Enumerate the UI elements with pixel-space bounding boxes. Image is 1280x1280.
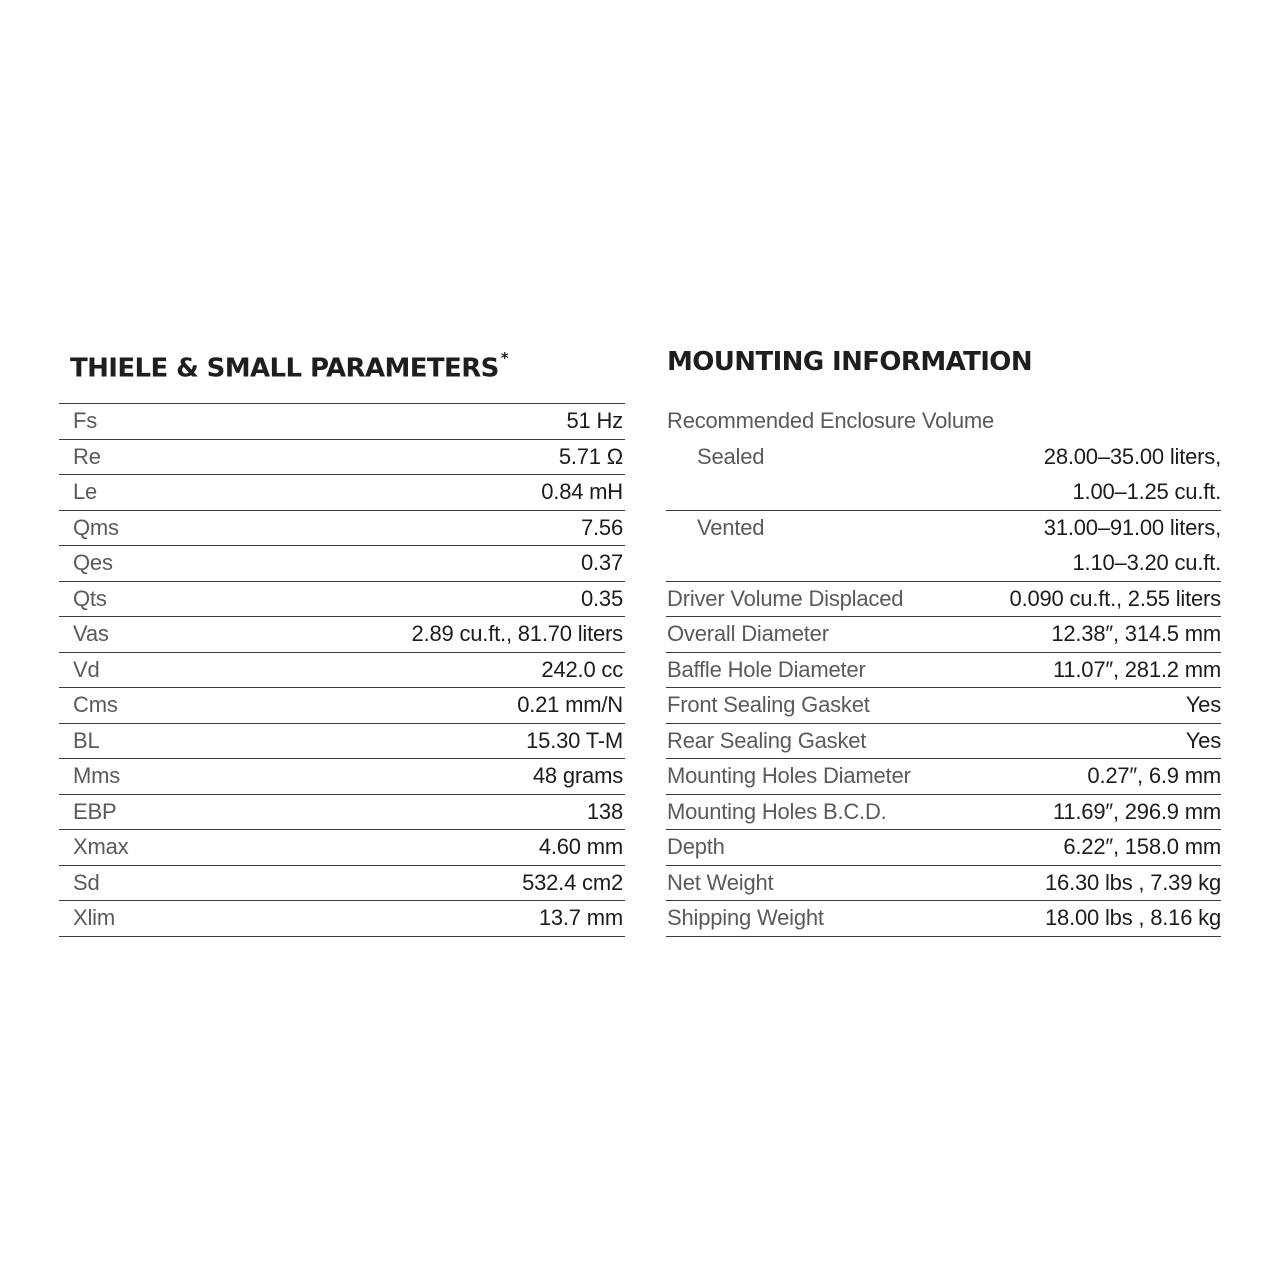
row-label: Xmax [73,834,129,860]
vented-label: Vented [697,514,765,540]
table-row [59,866,625,902]
sealed-cuft-row [666,475,1221,511]
table-row [59,617,625,653]
row-value: 532.4 cm2 [522,869,623,895]
row-label: Qes [73,550,113,576]
footnote-asterisk: * [500,349,509,367]
table-row [59,653,625,689]
sealed-label: Sealed [697,443,765,469]
row-label: Cms [73,692,118,718]
table-row [59,404,625,440]
table-row [59,724,625,760]
row-label: Baffle Hole Diameter [667,656,866,682]
table-row [59,475,625,511]
row-value: 7.56 [580,514,623,540]
row-value: 6.22″, 158.0 mm [1063,834,1221,860]
thiele-small-title: THIELE & SMALL PARAMETERS [70,353,499,384]
table-row [59,546,625,582]
row-value: 0.27″, 6.9 mm [1087,763,1221,789]
table-row [59,759,625,795]
table-row [666,617,1221,653]
row-value: 51 Hz [566,408,623,434]
row-value: 0.84 mH [541,479,623,505]
vented-cuft-row [666,546,1221,582]
row-label: Overall Diameter [667,621,829,647]
row-label: Mounting Holes Diameter [667,763,911,789]
row-label: Xlim [73,905,115,931]
vented-liters-value: 31.00–91.00 liters, [1043,514,1221,540]
row-value: 16.30 lbs , 7.39 kg [1045,869,1221,895]
row-label: Mounting Holes B.C.D. [667,798,887,824]
table-row [666,724,1221,760]
row-label: Qms [73,514,119,540]
row-label: Sd [73,869,100,895]
row-label: Vd [73,656,100,682]
vented-row [666,511,1221,547]
row-label: BL [73,727,100,753]
parameters-list [59,403,625,937]
table-row [666,866,1221,902]
row-value: 242.0 cc [541,656,623,682]
table-row [666,653,1221,689]
row-label: Mms [73,763,121,789]
mounting-information-heading [666,340,1221,388]
vented-cuft-value: 1.10–3.20 cu.ft. [1072,550,1221,576]
row-label: Qts [73,585,107,611]
row-value: Yes [1185,692,1221,718]
thiele-small-parameters-table [59,340,625,937]
thiele-small-heading [59,340,625,388]
table-row [666,830,1221,866]
row-value: 18.00 lbs , 8.16 kg [1045,905,1221,931]
row-label: Le [73,479,98,505]
row-label: Net Weight [667,869,774,895]
row-label: Re [73,443,101,469]
row-value: 11.07″, 281.2 mm [1052,656,1221,682]
row-value: 2.89 cu.ft., 81.70 liters [411,621,623,647]
row-value: 13.7 mm [538,905,623,931]
table-row [59,795,625,831]
mounting-list [666,403,1221,937]
row-label: Fs [73,408,98,434]
row-label: Rear Sealing Gasket [667,727,867,753]
mounting-information-title: MOUNTING INFORMATION [667,347,1032,377]
row-label: Depth [667,834,725,860]
row-value: 12.38″, 314.5 mm [1051,621,1221,647]
row-value: 138 [586,798,623,824]
table-row [59,901,625,937]
row-value: 5.71 Ω [558,443,623,469]
sealed-row [666,440,1221,476]
row-value: 15.30 T-M [526,727,623,753]
table-row [666,795,1221,831]
enclosure-volume-row [666,404,1221,440]
table-row [59,830,625,866]
row-value: 11.69″, 296.9 mm [1052,798,1221,824]
table-row [59,511,625,547]
row-label: Front Sealing Gasket [667,692,870,718]
row-label: Driver Volume Displaced [667,585,904,611]
table-row [59,582,625,618]
row-value: 0.090 cu.ft., 2.55 liters [1009,585,1221,611]
row-value: 0.37 [580,550,623,576]
row-value: 0.35 [580,585,623,611]
row-label: EBP [73,798,117,824]
table-row [59,440,625,476]
table-row [666,901,1221,937]
mounting-information-table [666,340,1221,937]
row-label: Shipping Weight [667,905,824,931]
sealed-liters-value: 28.00–35.00 liters, [1043,443,1221,469]
row-value: 4.60 mm [538,834,623,860]
mounting-rows [666,582,1221,937]
table-row [666,582,1221,618]
table-row [59,688,625,724]
sealed-cuft-value: 1.00–1.25 cu.ft. [1072,479,1221,505]
row-value: Yes [1185,727,1221,753]
row-value: 48 grams [532,763,623,789]
table-row [666,688,1221,724]
table-row [666,759,1221,795]
enclosure-volume-label: Recommended Enclosure Volume [667,408,995,434]
row-value: 0.21 mm/N [517,692,623,718]
row-label: Vas [73,621,109,647]
